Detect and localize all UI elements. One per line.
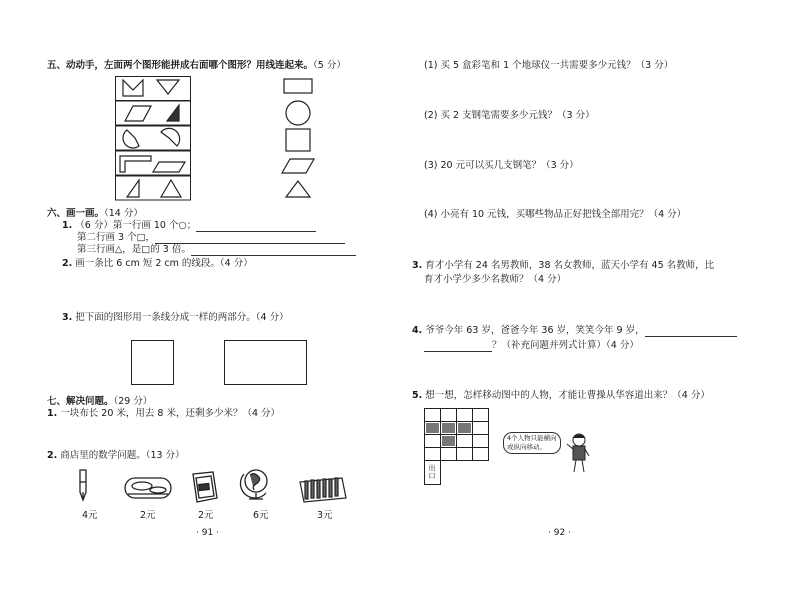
q5 xyxy=(412,390,710,402)
price-pencil-box: 2元 xyxy=(140,510,156,521)
q6-1-text3: 第三行画△，是□的 3 倍。 xyxy=(77,244,191,255)
q6-3 xyxy=(62,312,289,324)
q7-1 xyxy=(47,408,280,420)
q4-text1: 爷爷今年 63 岁，爸爸今年 36 岁，笑笑今年 9 岁， xyxy=(425,325,645,336)
price-notebook: 2元 xyxy=(198,510,214,521)
q7-1-num: 1. xyxy=(47,408,58,419)
square-shape xyxy=(286,129,310,151)
pair-3-shapes xyxy=(123,128,180,148)
hint-bubble xyxy=(503,432,561,454)
q7-1-text: 一块布长 20 米，用去 8 米，还剩多少米？（4 分） xyxy=(60,408,281,419)
hint-line-2: 或纵向移动。 xyxy=(507,443,546,451)
q6-1-line3 xyxy=(77,244,356,256)
section-5-title: 五、动动手，左面两个图形能拼成右面哪个图形？用线连起来。 xyxy=(47,60,314,71)
q6-3-text: 把下面的图形用一条线分成一样的两部分。（4 分） xyxy=(75,312,289,323)
figure-block xyxy=(442,436,455,446)
q6-2-text: 画一条比 6 cm 短 2 cm 的线段。（4 分） xyxy=(75,258,253,269)
notebook-icon xyxy=(187,470,221,506)
q4-num: 4. xyxy=(412,325,423,336)
section-6-heading xyxy=(47,208,143,220)
figure-block xyxy=(458,423,471,433)
q6-3-num: 3. xyxy=(62,312,73,323)
q4-line1 xyxy=(412,325,737,337)
fountain-pen-icon xyxy=(72,468,106,504)
exit-label: 出口 xyxy=(428,464,436,480)
section-7-title: 七、解决问题。 xyxy=(47,396,114,407)
triangle-shape xyxy=(286,181,310,197)
q7-2 xyxy=(47,450,185,462)
section-5-heading xyxy=(47,60,346,72)
target-shapes xyxy=(278,77,318,201)
answer-line[interactable] xyxy=(155,234,345,244)
pair-1-shapes xyxy=(123,80,179,96)
price-color-pens: 3元 xyxy=(317,510,333,521)
q6-1-text2: 第二行画 3 个□， xyxy=(77,232,156,243)
section-6-score: （14 分） xyxy=(104,208,143,219)
q3-line1 xyxy=(412,260,714,272)
q7-2-num: 2. xyxy=(47,450,58,461)
q3-line2: 育才小学少多少名教师？（4 分） xyxy=(424,274,567,285)
hint-line-1: 4个人物只能横向 xyxy=(507,434,557,442)
q6-2-num: 2. xyxy=(62,258,73,269)
sub-question-2: (2) 买 2 支钢笔需要多少元钱？（3 分） xyxy=(424,110,595,121)
page-number-left: · 91 · xyxy=(196,528,219,538)
answer-line[interactable] xyxy=(191,246,356,256)
shape-pairs-grid xyxy=(115,76,191,201)
q5-text: 想一想，怎样移动图中的人物，才能让曹操从华容道出来？（4 分） xyxy=(425,390,710,401)
figure-block xyxy=(442,423,455,433)
answer-line[interactable] xyxy=(645,327,737,337)
q6-1-line2 xyxy=(77,232,345,244)
pair-4-shapes xyxy=(120,156,185,172)
boy-figure-icon xyxy=(565,432,593,476)
page-number-right: · 92 · xyxy=(548,528,571,538)
divide-shapes xyxy=(131,340,311,386)
color-pens-box-icon xyxy=(298,472,348,506)
pair-5-shapes xyxy=(127,180,181,197)
globe-icon xyxy=(240,466,274,504)
price-pen: 4元 xyxy=(82,510,98,521)
q6-2 xyxy=(62,258,253,270)
section-7-score: （29 分） xyxy=(113,396,153,407)
answer-line[interactable] xyxy=(196,222,316,232)
q6-1-num: 1. xyxy=(62,220,73,231)
parallelogram-shape xyxy=(282,159,314,173)
rectangle-shape xyxy=(284,79,312,93)
q4-text2: ？（补充问题并列式计算）（4 分） xyxy=(492,340,639,351)
answer-line[interactable] xyxy=(424,342,492,352)
q7-2-text: 商店里的数学问题。（13 分） xyxy=(60,450,185,461)
q3-text1: 育才小学有 24 名男教师，38 名女教师，蓝天小学有 45 名教师，比 xyxy=(425,260,715,271)
section-5-score: （5 分） xyxy=(313,60,346,71)
sub-question-1: (1) 买 5 盒彩笔和 1 个地球仪一共需要多少元钱？（3 分） xyxy=(424,60,674,71)
sub-question-3: (3) 20 元可以买几支钢笔？（3 分） xyxy=(424,160,579,171)
figure-block xyxy=(426,423,439,433)
q5-num: 5. xyxy=(412,390,423,401)
price-globe: 6元 xyxy=(253,510,269,521)
section-6-title: 六、画一画。 xyxy=(47,208,105,219)
pencil-box-icon xyxy=(122,472,174,506)
section-7-heading xyxy=(47,396,152,408)
pair-2-shapes xyxy=(125,105,179,121)
q6-1-text1: （6 分）第一行画 10 个○； xyxy=(75,220,197,231)
rectangle-to-divide xyxy=(225,341,307,385)
square-to-divide xyxy=(132,341,174,385)
circle-shape xyxy=(286,101,310,125)
sub-question-4: (4) 小亮有 10 元钱，买哪些物品正好把钱全部用完？（4 分） xyxy=(424,209,687,220)
q3-num: 3. xyxy=(412,260,423,271)
q6-1-line1 xyxy=(62,220,316,232)
q4-line2 xyxy=(424,340,639,352)
